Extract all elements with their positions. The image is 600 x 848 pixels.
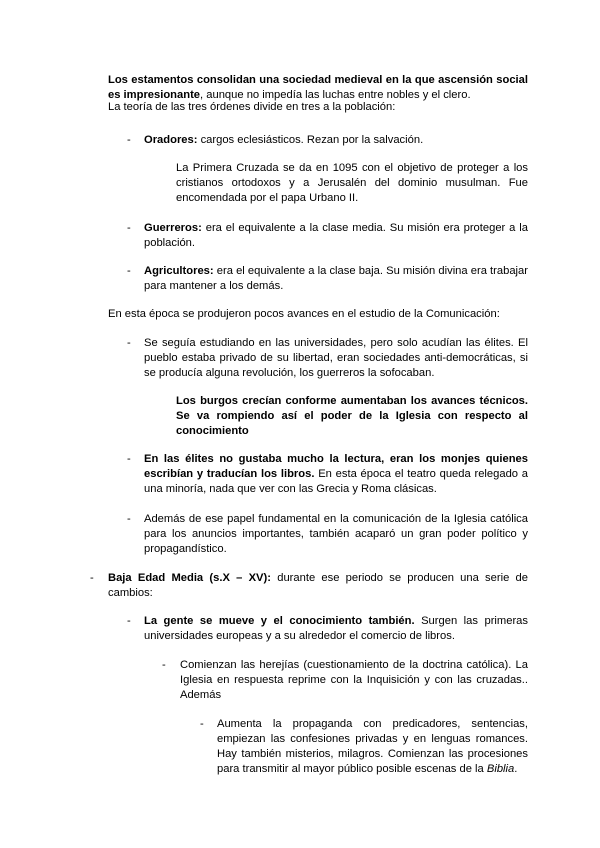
- movimiento-text: Surgen las primeras universidades europeas y a su alrededor el comercio de libros.: [144, 615, 528, 642]
- bullet-dash: -: [127, 453, 131, 465]
- bullet-dash: -: [127, 513, 131, 525]
- guerreros-text: era el equivalente a la clase media. Su misión era proteger a la población.: [144, 222, 528, 249]
- agricultores-term: Agricultores:: [144, 265, 214, 277]
- bullet-dash: -: [127, 615, 131, 627]
- movimiento-bold: La gente se mueve y el conocimiento también.: [144, 615, 415, 627]
- list-item-agricultores: [144, 264, 528, 294]
- guerreros-term: Guerreros:: [144, 222, 202, 234]
- agricultores-text: era el equivalente a la clase baja. Su misión divina era trabajar para mantener a los demás.: [144, 265, 528, 292]
- list-item-propaganda: [217, 717, 528, 777]
- propaganda-end: .: [514, 763, 518, 775]
- bullet-dash: -: [90, 572, 94, 584]
- list-item-iglesia: Además de ese papel fundamental en la comunicación de la Iglesia católica para los anuncios importantes, también acaparó un gran poder político y propagandístico.: [144, 513, 528, 555]
- burgos-note: [176, 394, 528, 439]
- bullet-dash: -: [127, 337, 131, 349]
- list-item-movimiento: [144, 614, 528, 644]
- elites-bold: En las élites no gustaba mucho la lectura, eran los monjes quienes escribían y traducían los libros.: [144, 453, 528, 480]
- list-item-guerreros: [144, 221, 528, 251]
- list-item-oradores: [144, 133, 528, 148]
- intro-bold-lead: Los estamentos consolidan una sociedad medieval en la que ascensión social es impresionante: [108, 74, 528, 101]
- communication-intro: En esta época se produjeron pocos avances en el estudio de la Comunicación:: [108, 308, 500, 320]
- cruzada-note: La Primera Cruzada se da en 1095 con el objetivo de proteger a los cristianos ortodoxos y a Jerusalén del dominio musulman. Fue encomendada por el papa Urbano II.: [176, 162, 528, 204]
- intro-rest: , aunque no impedía las luchas entre nobles y el clero.: [200, 89, 471, 101]
- bullet-dash: -: [162, 659, 166, 671]
- list-item-elites: [144, 452, 528, 497]
- bullet-dash: -: [127, 265, 131, 277]
- bullet-dash: -: [127, 134, 131, 146]
- intro-line2: La teoría de las tres órdenes divide en tres a la población:: [108, 101, 396, 113]
- burgos-note-text: Los burgos crecían conforme aumentaban los avances técnicos. Se va rompiendo así el poder de la Iglesia con respecto al conocimiento: [176, 395, 528, 437]
- bullet-dash: -: [127, 222, 131, 234]
- propaganda-text: Aumenta la propaganda con predicadores, sentencias, empiezan las confesiones privadas y en lenguas romances. Hay también misterios, milagros. Comienzan las procesiones para transmitir al mayor público posible escenas de la: [217, 718, 528, 775]
- baja-edad-term: Baja Edad Media (s.X – XV):: [108, 572, 271, 584]
- elites-text: En esta época el teatro queda relegado a una minoría, nada que ver con las Grecia y Roma clásicas.: [144, 468, 528, 495]
- baja-edad-text: durante ese periodo se producen una serie de cambios:: [108, 572, 528, 599]
- oradores-text: cargos eclesiásticos. Rezan por la salvación.: [197, 134, 424, 146]
- propaganda-italic: Biblia: [486, 763, 515, 775]
- intro-paragraph: [108, 73, 528, 103]
- list-item-herejias: Comienzan las herejías (cuestionamiento de la doctrina católica). La Iglesia en respuesta reprime con la Inquisición y con las cruzadas.. Además: [180, 659, 528, 701]
- bullet-dash: -: [200, 718, 204, 730]
- oradores-term: Oradores:: [144, 134, 198, 146]
- list-item-baja-edad-media: [108, 571, 528, 601]
- list-item-universidades: Se seguía estudiando en las universidades, pero solo acudían las élites. El pueblo estaba privado de su libertad, eran sociedades anti-democráticas, si se producía alguna revolución, los guerreros la sofocaban.: [144, 337, 528, 379]
